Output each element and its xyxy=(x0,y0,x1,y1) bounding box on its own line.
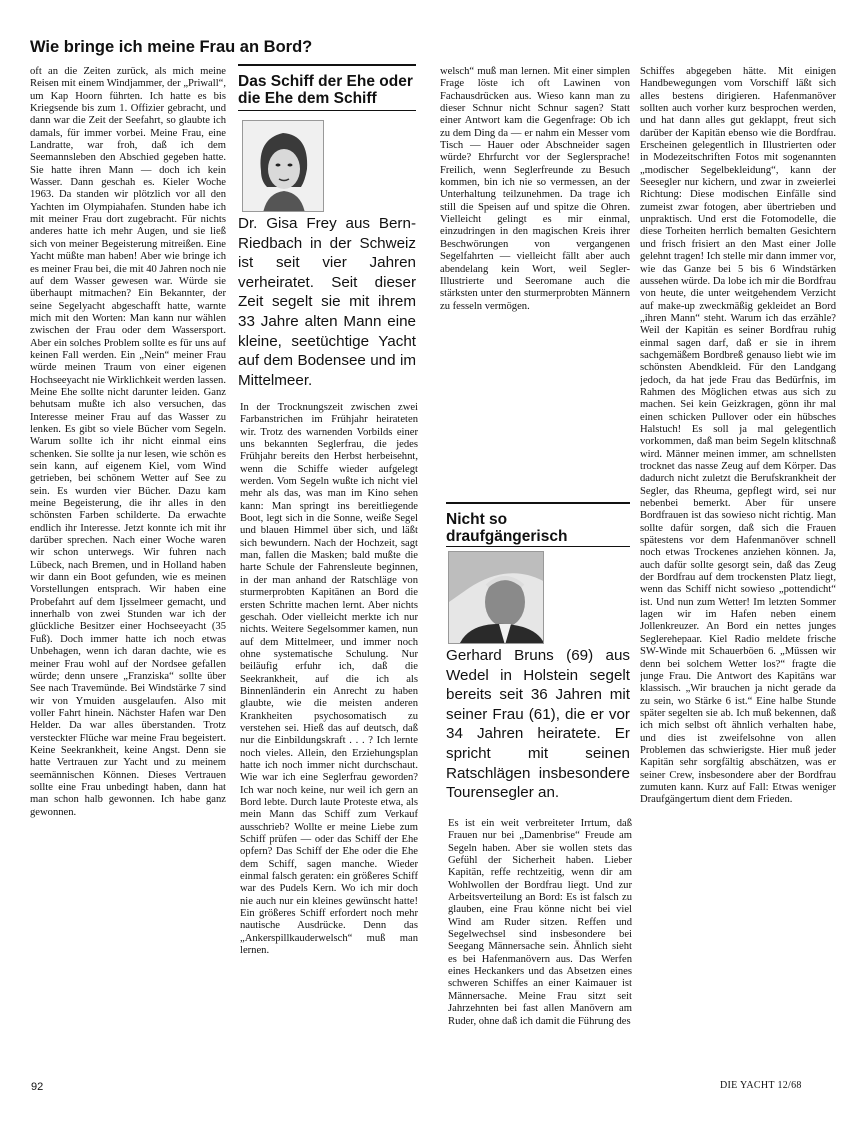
box-lead-2: Gerhard Bruns (69) aus Wedel in Holstein segelt bereits seit 36 Jahren mit seiner Frau (61), die er vor 34 Jahren heiratete. Er spricht mit seinen Ratschlägen insbesondere Tourensegler an. xyxy=(446,647,630,802)
portrait-woman-photo xyxy=(242,120,324,212)
box-rule xyxy=(446,546,630,547)
column-text: Es ist ein weit verbreiteter Irrtum, daß Frauen nur bei „Damenbrise“ Freude am Segeln haben. Aber sie wollen stets das Gefühl der Sicherheit haben. Lieber Kapitän, reffe rechtzeitig, wenn dir am Wohlwollen der Bordfrau liegt. Und zur Arbeitsverteilung an Bord: Es ist falsch zu glauben, eine Frau könne nicht bei viel Wind am Ruder sitzen. Reffen und Segelwechsel sind insbesondere bei Seegang Männersache sein. Ähnlich sieht es bei Hafenmanövern aus. Das Werfen eines Heckankers und das Absetzen eines schweren Schiffes an einer Kaimauer ist Männersache. Meine Frau sitzt seit Jahrzehnten bei fast allen Manövern am Ruder, ohne daß ich damit die Führung des xyxy=(448,818,632,1027)
page-title: Wie bringe ich meine Frau an Bord? xyxy=(30,38,313,56)
page-number: 92 xyxy=(31,1081,44,1093)
box-title-2: Nicht so draufgängerisch xyxy=(446,511,568,545)
publication-footer: DIE YACHT 12/68 xyxy=(720,1080,802,1091)
article-column-2 xyxy=(240,402,418,1092)
box-rule xyxy=(238,110,416,111)
box-rule xyxy=(238,64,416,66)
box-rule xyxy=(446,502,630,504)
column-text: welsch“ muß man lernen. Mit einer simplen Frage löste ich oft Lawinen von Fachausdrücken aus. Wieso kann man zu dieser Schnur nicht Schnur sagen? Statt einer Antwort kam die Gegenfrage: Ob ich zu dem Ding da — er nahm ein Messer vom Tisch — Hauer oder Abschneider sagen würde? Ehrfurcht vor der Seglersprache! Freilich, wenn Seglerfreunde zu Besuch kommen, bin ich nie so vermessen, an der Unterhaltung teilzunehmen. Da trage ich still die Speisen auf und spitze die Ohren. Vielleicht gelingt es mir einmal, einzudringen in den magischen Kreis ihrer Beschwörungen von vergangenen Segelfahrten — vielleicht fällt aber auch abendelang kein Wort, weil Segler-Illustrierte und Seeromane auch die stärksten unter den sturmerprobten Männern zu fesseln vermögen. xyxy=(440,66,630,312)
portrait-man-photo xyxy=(448,551,544,644)
article-column-3-lower xyxy=(448,818,632,1080)
column-text: oft an die Zeiten zurück, als mich meine Reisen mit einem Windjammer, der „Priwall“, um Kap Hoorn führten. Ich hatte es bis Kriegsende bis zum 1. Offizier gebracht, und dann war die Zeit der Seefahrt, so glaubte ich damals, für immer vorbei. Meine Frau, eine Landratte, war froh, daß ich dem Seemannsleben den Abschied gegeben hatte. Sie hatte ihren Mann — doch ich kein Wasser. Dann geschah es. Kieler Woche 1963. Da standen wir plötzlich vor all den Yachten im Olympiahafen. Stunden habe ich mit meiner Frau dort zugebracht. Für nichts anderes hatte ich mehr Augen, und sie ließ sich von meiner Begeisterung mitreißen. Eine Yacht müßte man haben! Aber wie bringe ich es meiner Frau bei, die mit 40 Jahren noch nie auf dem Wasser gewesen war. Würde sie überhaupt mitmachen? Ein Bekannter, der seine Segelyacht abgeschafft hatte, warnte mich mit den Worten: Man kann nur wählen zwischen der Frau oder dem Wassersport. Aber ein solches Problem sollte es für uns auf keinen Fall werden. Ein „Nein“ meiner Frau würde meinen Traum von einer eigenen Hochseeyacht nie Wirklichkeit werden lassen. Meine Ehe sollte nicht darunter leiden. Ganz behutsam mußte ich also versuchen, das Interesse meiner Frau auf das Wasser zu lenken. Es gibt so viele Bücher vom Segeln. Warum sollte ich ihr nicht einmal eins schenken. Sie sollte ja nur lesen, wie schön es sein kann, auf eigenem Kiel, vom Wind getrieben, bei schönem Wetter auf See zu sein. Es wurden vier Bücher. Dazu kam meine Begeisterung, die ihr alles in den schönsten Farben schilderte. Da erwachte endlich ihr Interesse. Jetzt konnte ich mit ihr darüber sprechen. Nach einer Woche waren wir schon unterwegs. Wir fuhren nach Lübeck, nach Bremen, und in Holland haben wir dann ein Boot gefunden, wie es meinen Vorstellungen entsprach. Wir haben eine Probefahrt auf dem Ijsselmeer gemacht, und innerhalb von zwei Stunden war ich der glückliche Besitzer einer Hochseeyacht (35 Fuß). Doch immer hatte ich noch etwas Unbehagen, wenn ich daran dachte, wie es meiner Frau wohl auf der Nordsee gefallen würde; denn unsere „Franziska“ sollte über See nach Travemünde. Bei Windstärke 7 sind wir von Ymuiden ausgelaufen. Also mit voller Fahrt hinein. Nächster Hafen war Den Helder. Da war alles überstanden. Trotz versteckter Flüche war meine Frau begeistert. Keine Seekrankheit, keine Angst. Denn sie hatte Vertrauen zur Yacht und zu meinem seemännischen Können. Dieses Vertrauen sollte eine Frau unbedingt haben, dann hat man schon halb gewonnen. Ich habe ganz gewonnen. xyxy=(30,66,226,818)
column-text: In der Trocknungszeit zwischen zwei Farbanstrichen im Frühjahr heirateten wir. Trotz des warnenden Vorbilds einer uns bekannten Seglerfrau, die jedes Frühjahr bereits den Herbst herbeisehnt, wenn die Schiffe wieder aufgelegt werden. Vom Segeln wußte ich nicht viel mehr als das, was man im Kino sehen kann: Man springt ins bereitliegende Boot, legt sich in die Sonne, weiße Segel und blauen Himmel über sich, und läßt sich bewundern. Nach der Hochzeit, sagt man, fallen die Masken; bald mußte die harte Schule der Fahrensleute beginnen, in der man anhand der Ratschläge von sturmerprobten Kapitänen an Bord die ersten Schritte machen lernt. Aber nichts geschah. Oder vielleicht merkte ich nur nichts. Weitere Segelsommer kamen, nun auf dem Mittelmeer, und immer noch ohne systematische Schulung. Nur beiläufig erfuhr ich, daß die Seekrankheit, auf die ich als Binnenländerin ein Anrecht zu haben glaubte, wie die meisten anderen Krankheiten psychosomatisch zu verstehen sei. Hieß das auf deutsch, daß nur die Einbildungskraft . . . ? Ich lernte noch vieles. Allein, den Erziehungsplan hatte ich noch immer nicht durchschaut. Wie war ich eine Seglerfrau geworden? Ich war noch keine, nur weil ich gern an Bord lebte. Durch laute Proteste etwa, als mein Mann das Schiff zum Verkauf ausschrieb? Wollte er meine Liebe zum Schiff prüfen — oder das Schiff der Ehe opfern? Das Schiff der Ehe oder die Ehe dem Schiff, sagen manche. Wieder einmal falsch geraten: ein größeres Schiff war des Pudels Kern. Wo ich mir doch nie auch nur ein kleines gewünscht hatte! Ein größeres Schiff erfordert noch mehr nautische Ausdrücke. Denn das „Ankerspillkauderwelsch“ muß man lernen. xyxy=(240,402,418,957)
article-column-1 xyxy=(30,66,226,1076)
box-title-1: Das Schiff der Ehe oder die Ehe dem Schiff xyxy=(238,73,413,107)
article-column-4 xyxy=(640,66,836,1076)
column-text: Schiffes abgegeben hätte. Mit einigen Handbewegungen vom Vorschiff läßt sich alles bestens dirigieren. Hafenmanöver sollten auch vorher kurz besprochen werden, und hat dann alles gut geklappt, freut sich darüber der Kapitän ebenso wie die Bordfrau. Erscheinen gelegentlich in Illustrierten oder in Modezeitschriften Fotos mit sogenannten „modischer Segelbekleidung“, kann der Seesegler nur kichern, und zwar in zweierlei Richtung: Diese modischen Einfälle sind zumeist zwar fotogen, aber übertrieben und unpraktisch. Und erst die Fotomodelle, die diese Torheiten herrlich bemalten Gesichtern und frisch frisiert an den Mast einer Jolle gelehnt tragen! Ich stelle mir dann immer vor, wie das Ganze bei 5 bis 6 Windstärken aussehen würde. Da lobe ich mir die Bordfrau von heute, die unter weitgehendem Verzicht auf make-up zweckmäßig gekleidet an Bord „ihren Mann“ steht. Warum ich das erzähle? Weil der Kapitän es seiner Bordfrau ruhig einmal sagen darf, daß er sie in ihrem sachgemäßem Bordbreß genauso liebt wie im schönsten Abendkleid. Für den Landgang jedoch, da hat jede Frau das Bedürfnis, im Rahmen des Möglichen etwas aus sich zu machen. Sei kein Geizkragen, gönn ihr mal einen schicken Pullover oder ein hübsches Halstuch! Es soll ja mal gelegentlich vorkommen, daß man beim Segeln klitschnaß wird. Männer meinen immer, am schnellsten trocknet das nasse Zeug auf dem Körper. Das dadurch nicht zuletzt die Berufskrankheit der Segler, das Rheuma, gepflegt wird, sei nur nebenbei bemerkt. Aber für unsere Bordfrauen ist das sowieso nicht richtig. Man sollte dafür sorgen, daß sich die Frauen spätestens vor dem Hafenmanöver schnell noch etwas Trockenes anziehen können. Ja, auch dafür sollte gesorgt sein, daß das Zeug der Bordfrau auf dem trockensten Platz liegt, wenn das Schiff nicht sowieso „pottendicht“ ist. Und nun zum Wetter! Im letzten Sommer lagen wir im Hafen neben einem Jollenkreuzer. An Bord ein nettes junges Seglerehepaar. Kiel Radio meldete frische SW-Winde mit Schauerböen 6. „Müssen wir denn bei solchem Wetter los?“ fragte die junge Frau. Die Antwort des Kapitäns war klassisch. „Wir brauchen ja nicht gerade da zu sein, wo Stärke 6 ist.“ Eine halbe Stunde später segelten sie ab. Ich muß bekennen, daß ich mich selbst oft ähnlich verhalten habe, und dies ist zweifelsohne von allen Problemen das schwierigste. Hier muß jeder Kapitän sehr sorgfältig abschätzen, was er seiner Crew, insbesondere aber der Bordfrau zumuten kann. Kurz auf Fall: Etwas weniger Draufgängertum dient dem Frieden. xyxy=(640,66,836,806)
box-lead-1: Dr. Gisa Frey aus Bern-Riedbach in der Schweiz ist seit vier Jahren verheiratet. Seit dieser Zeit segelt sie mit ihrem 33 Jahre alten Mann eine kleine, seetüchtige Yacht auf dem Bodensee und im Mittelmeer. xyxy=(238,215,416,389)
